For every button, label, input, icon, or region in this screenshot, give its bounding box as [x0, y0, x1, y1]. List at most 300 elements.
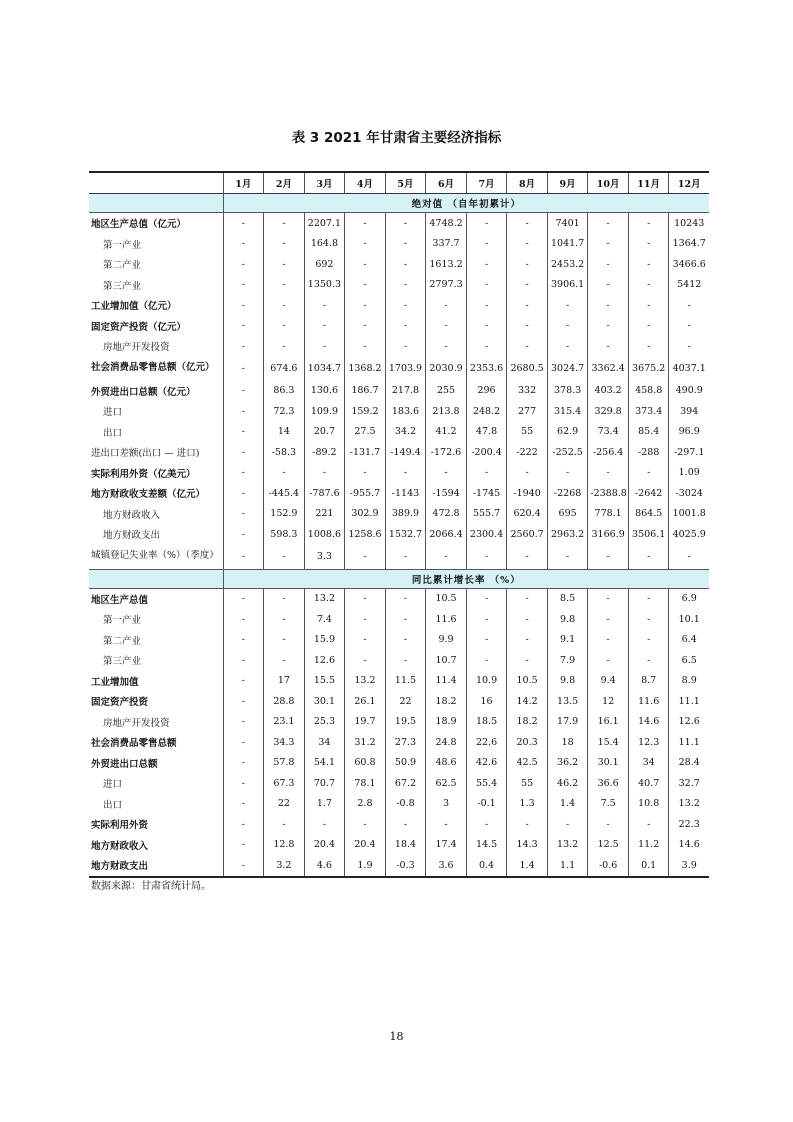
value-cell: 10.9	[466, 671, 507, 692]
value-cell: 14.2	[507, 691, 548, 712]
value-cell: 164.8	[304, 234, 345, 255]
value-cell: 4.6	[304, 855, 345, 877]
indicator-label: 地方财政收支差额（亿元）	[91, 489, 206, 501]
section-title: 绝对值 （自年初累计）	[223, 194, 709, 213]
value-cell: -	[223, 213, 264, 234]
value-cell: -	[223, 275, 264, 296]
value-cell: -	[223, 504, 264, 525]
value-cell: 22	[264, 794, 305, 815]
value-cell: 378.3	[547, 381, 588, 402]
value-cell: 2680.5	[507, 357, 548, 381]
indicator-label: 固定资产投资（亿元）	[91, 321, 187, 333]
value-cell: -	[426, 295, 467, 316]
table-row	[89, 712, 709, 733]
value-cell: 1.1	[547, 855, 588, 877]
value-cell: 20.7	[304, 422, 345, 443]
value-cell: 60.8	[345, 753, 386, 774]
value-cell: 692	[304, 254, 345, 275]
value-cell: -	[264, 545, 305, 570]
value-cell: -	[588, 254, 629, 275]
value-cell: -	[507, 295, 548, 316]
indicator-label: 社会消费品零售总额	[91, 738, 177, 750]
value-cell: -	[264, 814, 305, 835]
value-cell: -	[466, 295, 507, 316]
value-cell: 3906.1	[547, 275, 588, 296]
value-cell: -	[466, 254, 507, 275]
value-cell: -131.7	[345, 442, 386, 463]
value-cell: -0.3	[385, 855, 426, 877]
value-cell: 1258.6	[345, 524, 386, 545]
value-cell: 255	[426, 381, 467, 402]
value-cell: -	[385, 609, 426, 630]
value-cell: 34.2	[385, 422, 426, 443]
month-header: 10月	[588, 172, 629, 194]
value-cell: -	[385, 275, 426, 296]
value-cell: -	[628, 630, 669, 651]
value-cell: 2453.2	[547, 254, 588, 275]
value-cell: 26.1	[345, 691, 386, 712]
value-cell: 0.4	[466, 855, 507, 877]
page-number: 18	[389, 1030, 404, 1043]
value-cell: -	[223, 794, 264, 815]
value-cell: 30.1	[588, 753, 629, 774]
value-cell: -	[385, 295, 426, 316]
value-cell: -	[507, 609, 548, 630]
table-row	[89, 630, 709, 651]
value-cell: 17.4	[426, 835, 467, 856]
month-header: 9月	[547, 172, 588, 194]
value-cell: -	[628, 463, 669, 484]
value-cell: -	[385, 588, 426, 609]
value-cell: 3.9	[669, 855, 709, 877]
value-cell: -	[628, 213, 669, 234]
value-cell: 389.9	[385, 504, 426, 525]
value-cell: -	[507, 814, 548, 835]
value-cell: 2030.9	[426, 357, 467, 381]
value-cell: 36.6	[588, 773, 629, 794]
table-row	[89, 753, 709, 774]
value-cell: 34	[628, 753, 669, 774]
value-cell: 3.2	[264, 855, 305, 877]
value-cell: -	[466, 814, 507, 835]
value-cell: -	[304, 316, 345, 337]
value-cell: -1594	[426, 483, 467, 504]
table-row	[89, 814, 709, 835]
value-cell: 11.1	[669, 732, 709, 753]
value-cell: -	[223, 855, 264, 877]
value-cell: 31.2	[345, 732, 386, 753]
value-cell: -	[264, 316, 305, 337]
value-cell: 42.6	[466, 753, 507, 774]
value-cell: 3506.1	[628, 524, 669, 545]
value-cell: -	[466, 275, 507, 296]
value-cell: 1.9	[345, 855, 386, 877]
value-cell: 2353.6	[466, 357, 507, 381]
table-row	[89, 316, 709, 337]
month-header: 12月	[669, 172, 709, 194]
indicator-label: 地方财政支出	[89, 855, 223, 877]
value-cell: -	[628, 275, 669, 296]
value-cell: 458.8	[628, 381, 669, 402]
value-cell: 28.4	[669, 753, 709, 774]
value-cell: -	[547, 336, 588, 357]
table-row	[89, 588, 709, 609]
value-cell: -	[345, 275, 386, 296]
value-cell: -	[223, 524, 264, 545]
value-cell: 1.09	[669, 463, 709, 484]
value-cell: -	[385, 630, 426, 651]
value-cell: 7.5	[588, 794, 629, 815]
value-cell: 22.3	[669, 814, 709, 835]
table-row	[89, 855, 709, 877]
value-cell: 2300.4	[466, 524, 507, 545]
value-cell: 12.5	[588, 835, 629, 856]
value-cell: -	[628, 814, 669, 835]
value-cell: 2207.1	[304, 213, 345, 234]
value-cell: 67.2	[385, 773, 426, 794]
value-cell: -	[628, 650, 669, 671]
value-cell: -	[385, 463, 426, 484]
value-cell: 6.9	[669, 588, 709, 609]
value-cell: -	[223, 381, 264, 402]
value-cell: 3675.2	[628, 357, 669, 381]
value-cell: 1.7	[304, 794, 345, 815]
table-row	[89, 524, 709, 545]
month-header: 7月	[466, 172, 507, 194]
value-cell: 1.4	[547, 794, 588, 815]
value-cell: 248.2	[466, 401, 507, 422]
value-cell: -	[628, 545, 669, 570]
table-row	[89, 835, 709, 856]
indicator-label: 出口	[103, 799, 123, 811]
value-cell: 221	[304, 504, 345, 525]
table-row	[89, 295, 709, 316]
value-cell: -	[507, 630, 548, 651]
value-cell: 695	[547, 504, 588, 525]
value-cell: -	[223, 609, 264, 630]
value-cell: 1613.2	[426, 254, 467, 275]
table-row	[89, 442, 709, 463]
value-cell: 27.5	[345, 422, 386, 443]
value-cell: 34	[304, 732, 345, 753]
table-row	[89, 483, 709, 504]
value-cell: -	[223, 295, 264, 316]
value-cell: 152.9	[264, 504, 305, 525]
value-cell: 1001.8	[669, 504, 709, 525]
indicator-label: 实际利用外资	[91, 820, 149, 832]
month-header: 11月	[628, 172, 669, 194]
value-cell: -	[264, 234, 305, 255]
value-cell: -	[385, 254, 426, 275]
value-cell: 25.3	[304, 712, 345, 733]
value-cell: 20.4	[304, 835, 345, 856]
value-cell: 373.4	[628, 401, 669, 422]
value-cell: 72.3	[264, 401, 305, 422]
table-row	[89, 545, 709, 570]
value-cell: -	[345, 213, 386, 234]
table-row	[89, 691, 709, 712]
value-cell: 11.4	[426, 671, 467, 692]
indicator-label: 第二产业	[103, 635, 142, 647]
value-cell: 15.4	[588, 732, 629, 753]
table-title: 表 3 2021 年甘肃省主要经济指标	[291, 130, 502, 146]
value-cell: -	[669, 336, 709, 357]
value-cell: -	[588, 545, 629, 570]
value-cell: -288	[628, 442, 669, 463]
indicator-label: 工业增加值（亿元）	[91, 301, 177, 313]
value-cell: 13.2	[669, 794, 709, 815]
value-cell: -0.6	[588, 855, 629, 877]
value-cell: 28.8	[264, 691, 305, 712]
value-cell: 6.4	[669, 630, 709, 651]
value-cell: 620.4	[507, 504, 548, 525]
value-cell: 40.7	[628, 773, 669, 794]
value-cell: -445.4	[264, 483, 305, 504]
value-cell: -	[223, 545, 264, 570]
value-cell: -	[385, 213, 426, 234]
value-cell: -	[223, 422, 264, 443]
month-header: 6月	[426, 172, 467, 194]
value-cell: 15.5	[304, 671, 345, 692]
value-cell: -	[385, 336, 426, 357]
value-cell: -	[547, 545, 588, 570]
indicator-label: 第三产业	[103, 280, 142, 292]
value-cell: -	[507, 336, 548, 357]
value-cell: -	[507, 275, 548, 296]
value-cell: 42.5	[507, 753, 548, 774]
value-cell: -	[223, 588, 264, 609]
value-cell: 1350.3	[304, 275, 345, 296]
table-row	[89, 357, 709, 381]
value-cell: -	[588, 316, 629, 337]
value-cell: -	[588, 588, 629, 609]
value-cell: -1143	[385, 483, 426, 504]
value-cell: -	[223, 336, 264, 357]
value-cell: 4037.1	[669, 357, 709, 381]
value-cell: -	[507, 463, 548, 484]
value-cell: -	[304, 814, 345, 835]
value-cell: -	[223, 671, 264, 692]
value-cell: 3.3	[304, 545, 345, 570]
value-cell: 555.7	[466, 504, 507, 525]
value-cell: 12.6	[304, 650, 345, 671]
value-cell: -	[223, 357, 264, 381]
value-cell: -	[223, 650, 264, 671]
table-row	[89, 254, 709, 275]
table-row	[89, 381, 709, 402]
value-cell: 11.6	[628, 691, 669, 712]
value-cell: -	[466, 588, 507, 609]
month-header: 4月	[345, 172, 386, 194]
value-cell: 394	[669, 401, 709, 422]
value-cell: 277	[507, 401, 548, 422]
value-cell: -	[345, 295, 386, 316]
indicator-label: 房地产开发投资	[103, 717, 170, 729]
table-row	[89, 422, 709, 443]
value-cell: 332	[507, 381, 548, 402]
section-blank-cell	[89, 194, 223, 213]
value-cell: -	[223, 401, 264, 422]
value-cell: 490.9	[669, 381, 709, 402]
month-header: 2月	[264, 172, 305, 194]
value-cell: 13.5	[547, 691, 588, 712]
data-source-note: 数据来源：甘肃省统计局。	[91, 881, 211, 892]
value-cell: 674.6	[264, 357, 305, 381]
value-cell: 22	[385, 691, 426, 712]
value-cell: -	[223, 463, 264, 484]
value-cell: 14.6	[628, 712, 669, 733]
value-cell: 6.5	[669, 650, 709, 671]
indicator-label: 工业增加值	[91, 676, 139, 688]
value-cell: -	[264, 213, 305, 234]
value-cell: 11.6	[426, 609, 467, 630]
value-cell: 3362.4	[588, 357, 629, 381]
indicator-label: 城镇登记失业率（%）（季度）	[91, 550, 219, 562]
value-cell: 23.1	[264, 712, 305, 733]
indicator-label: 社会消费品零售总额（亿元）	[91, 362, 215, 374]
value-cell: 403.2	[588, 381, 629, 402]
value-cell: -	[507, 254, 548, 275]
value-cell: -	[223, 753, 264, 774]
value-cell: 18.2	[426, 691, 467, 712]
table-row	[89, 609, 709, 630]
value-cell: -1940	[507, 483, 548, 504]
value-cell: -	[385, 814, 426, 835]
value-cell: -3024	[669, 483, 709, 504]
value-cell: 7.9	[547, 650, 588, 671]
value-cell: 62.9	[547, 422, 588, 443]
value-cell: -	[304, 463, 345, 484]
value-cell: -	[345, 814, 386, 835]
value-cell: -	[466, 213, 507, 234]
economic-indicators-table-wrapper	[89, 171, 709, 878]
value-cell: -	[264, 630, 305, 651]
value-cell: -	[588, 463, 629, 484]
value-cell: 1.3	[507, 794, 548, 815]
value-cell: -	[223, 691, 264, 712]
table-row	[89, 794, 709, 815]
value-cell: -	[466, 463, 507, 484]
value-cell: -	[345, 650, 386, 671]
value-cell: -	[264, 463, 305, 484]
value-cell: 9.8	[547, 609, 588, 630]
value-cell: -	[345, 588, 386, 609]
value-cell: 24.8	[426, 732, 467, 753]
table-row	[89, 275, 709, 296]
value-cell: -	[588, 275, 629, 296]
value-cell: 5412	[669, 275, 709, 296]
value-cell: 70.7	[304, 773, 345, 794]
value-cell: 183.6	[385, 401, 426, 422]
indicator-label: 房地产开发投资	[103, 342, 170, 354]
value-cell: -	[345, 630, 386, 651]
value-cell: -	[588, 234, 629, 255]
value-cell: 11.2	[628, 835, 669, 856]
value-cell: 67.3	[264, 773, 305, 794]
value-cell: -	[669, 316, 709, 337]
value-cell: -	[264, 650, 305, 671]
value-cell: 213.8	[426, 401, 467, 422]
value-cell: 315.4	[547, 401, 588, 422]
value-cell: -	[628, 234, 669, 255]
table-row	[89, 213, 709, 234]
value-cell: 20.3	[507, 732, 548, 753]
value-cell: -2642	[628, 483, 669, 504]
value-cell: -	[628, 316, 669, 337]
value-cell: 7.4	[304, 609, 345, 630]
value-cell: -	[223, 316, 264, 337]
value-cell: -	[264, 275, 305, 296]
value-cell: 1008.6	[304, 524, 345, 545]
value-cell: -	[466, 650, 507, 671]
value-cell: 16.1	[588, 712, 629, 733]
value-cell: -	[466, 336, 507, 357]
value-cell: 14.6	[669, 835, 709, 856]
value-cell: 19.5	[385, 712, 426, 733]
value-cell: 1703.9	[385, 357, 426, 381]
value-cell: -	[547, 316, 588, 337]
value-cell: 9.4	[588, 671, 629, 692]
month-header: 1月	[223, 172, 264, 194]
indicator-label: 实际利用外资（亿美元）	[91, 468, 196, 480]
value-cell: -	[547, 295, 588, 316]
value-cell: 3.6	[426, 855, 467, 877]
value-cell: -	[264, 609, 305, 630]
indicator-label: 第一产业	[103, 615, 142, 627]
value-cell: -	[223, 773, 264, 794]
value-cell: 78.1	[345, 773, 386, 794]
value-cell: 48.6	[426, 753, 467, 774]
value-cell: -	[345, 316, 386, 337]
table-row	[89, 463, 709, 484]
value-cell: 18.2	[507, 712, 548, 733]
value-cell: -	[223, 732, 264, 753]
value-cell: 2066.4	[426, 524, 467, 545]
value-cell: 1368.2	[345, 357, 386, 381]
value-cell: 15.9	[304, 630, 345, 651]
value-cell: 0.1	[628, 855, 669, 877]
indicator-label: 第一产业	[103, 239, 142, 251]
value-cell: 16	[466, 691, 507, 712]
section-title: 同比累计增长率 （%）	[223, 569, 709, 588]
value-cell: 22.6	[466, 732, 507, 753]
value-cell: 47.8	[466, 422, 507, 443]
value-cell: -	[507, 545, 548, 570]
value-cell: 18.4	[385, 835, 426, 856]
value-cell: 2.8	[345, 794, 386, 815]
value-cell: 302.9	[345, 504, 386, 525]
value-cell: 598.3	[264, 524, 305, 545]
value-cell: -	[345, 234, 386, 255]
value-cell: -	[264, 295, 305, 316]
value-cell: 864.5	[628, 504, 669, 525]
value-cell: 1364.7	[669, 234, 709, 255]
value-cell: -	[304, 336, 345, 357]
value-cell: -	[345, 545, 386, 570]
value-cell: 36.2	[547, 753, 588, 774]
value-cell: 1.4	[507, 855, 548, 877]
value-cell: 34.3	[264, 732, 305, 753]
value-cell: -	[426, 336, 467, 357]
value-cell: 12.8	[264, 835, 305, 856]
value-cell: 54.1	[304, 753, 345, 774]
value-cell: 18.9	[426, 712, 467, 733]
value-cell: 10.8	[628, 794, 669, 815]
value-cell: -2388.8	[588, 483, 629, 504]
value-cell: 55.4	[466, 773, 507, 794]
value-cell: -	[223, 630, 264, 651]
value-cell: 10.5	[426, 588, 467, 609]
